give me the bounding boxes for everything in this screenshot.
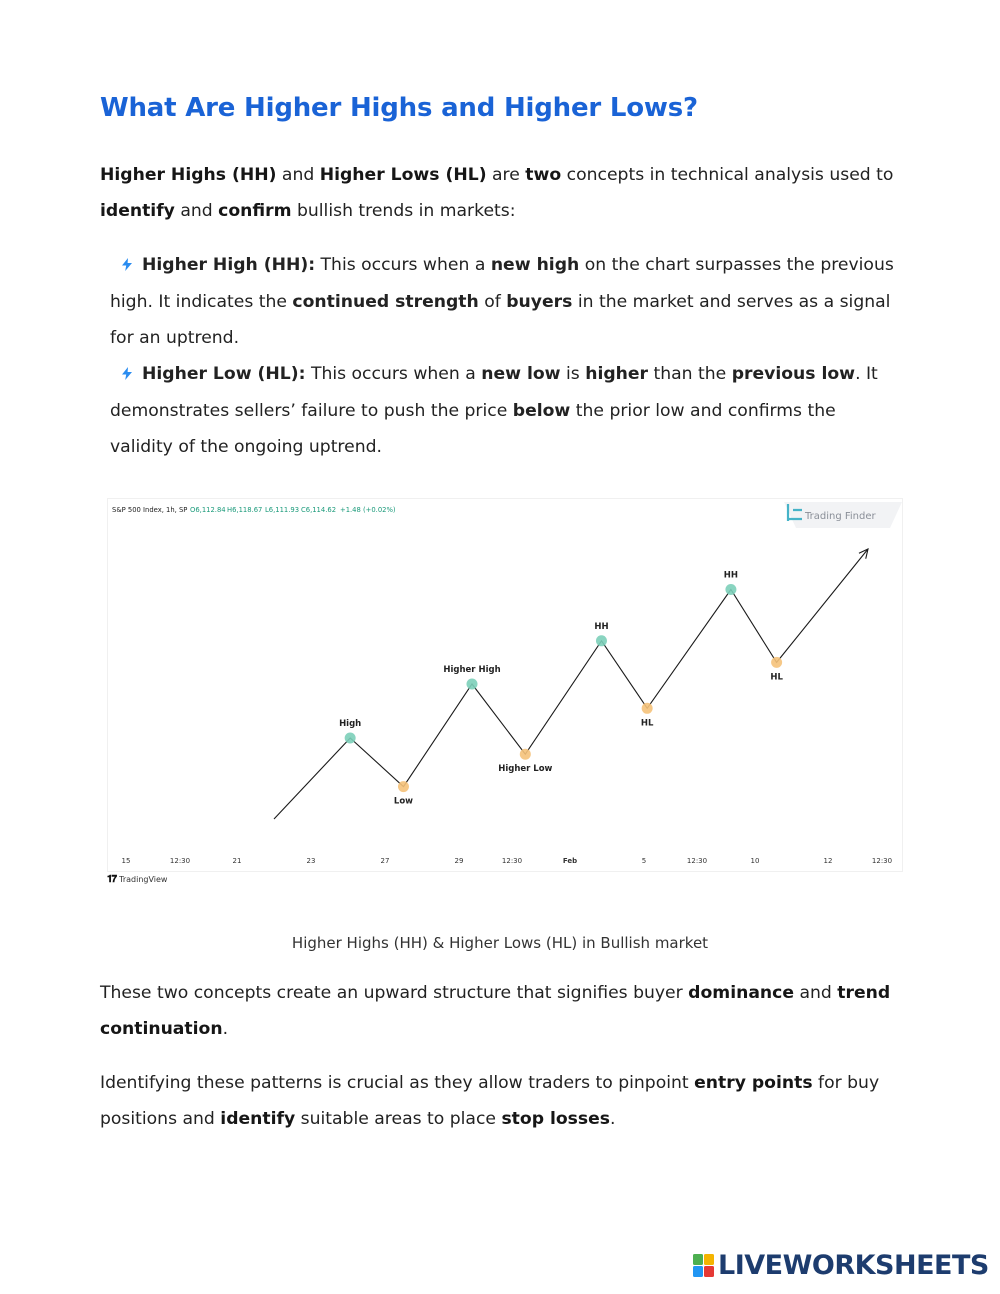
- x-tick-label: 12:30: [686, 857, 708, 865]
- swing-low-point: [398, 781, 409, 792]
- x-tick-label: 15: [121, 857, 131, 865]
- swing-label: HH: [723, 570, 739, 581]
- liveworksheets-wordmark: LIVEWORKSHEETS: [718, 1250, 989, 1281]
- swing-label: HL: [640, 718, 654, 729]
- swing-label: Low: [393, 796, 414, 807]
- chart-header-low: L6,111.93: [265, 506, 300, 514]
- plot-area: [274, 549, 868, 819]
- swing-label: High: [339, 719, 362, 729]
- swing-high-point: [345, 733, 356, 744]
- chart-header-open: O6,112.84: [190, 506, 226, 514]
- trading-finder-watermark: [784, 502, 902, 528]
- definition-list: [110, 247, 900, 465]
- liveworksheets-mark-icon: [693, 1254, 715, 1278]
- term-hh: Higher Highs (HH): [100, 165, 277, 185]
- lightning-bolt-icon: [122, 357, 136, 393]
- tradingview-label: TradingView: [119, 875, 168, 884]
- x-axis-ticks: [122, 857, 893, 865]
- x-tick-label: 10: [750, 857, 760, 865]
- chart-header-high: H6,118.67: [227, 506, 263, 514]
- page-title: What Are Higher Highs and Higher Lows?: [100, 93, 698, 123]
- tradingview-logo: [107, 874, 167, 885]
- chart-header-symbol: S&P 500 Index, 1h, SP: [112, 506, 188, 514]
- x-tick-label: 23: [306, 857, 316, 865]
- swing-low-point: [642, 703, 653, 714]
- chart-header-close: C6,114.62: [301, 506, 337, 514]
- trading-finder-label: Trading Finder: [805, 511, 876, 522]
- x-tick-label: 12:30: [169, 857, 191, 865]
- swing-label: HH: [594, 621, 609, 632]
- x-tick-label: 12:30: [501, 857, 523, 865]
- x-tick-label: 21: [232, 857, 242, 865]
- lightning-bolt-icon: [122, 248, 136, 284]
- swing-label: Higher High: [443, 665, 501, 675]
- paragraph: Identifying these patterns is crucial as they allow traders to pinpoint entry points for buy positions and identify suitable areas to place stop losses.: [100, 1073, 880, 1129]
- paragraph: These two concepts create an upward structure that signifies buyer dominance and trend continuation.: [100, 983, 891, 1039]
- swing-label: HL: [770, 672, 783, 683]
- swing-low-point: [771, 657, 782, 668]
- list-item: Higher Low (HL): This occurs when a new low is higher than the previous low. It demonstrates sellers’ failure to push the price below the prior low and confirms the validity of the ongoing uptrend.: [110, 356, 900, 465]
- swing-high-point: [467, 679, 478, 690]
- term-hl: Higher Lows (HL): [319, 165, 487, 185]
- x-tick-label: 29: [454, 857, 464, 865]
- figure-caption: Higher Highs (HH) & Higher Lows (HL) in Bullish market: [291, 934, 709, 952]
- swing-high-point: [596, 635, 607, 646]
- liveworksheets-logo: [693, 1250, 989, 1281]
- chart-svg: [108, 499, 902, 871]
- x-tick-label: 12: [823, 857, 833, 865]
- x-tick-label: 5: [641, 857, 647, 865]
- price-swing-line: [274, 549, 868, 819]
- x-tick-label: 12:30: [871, 857, 893, 865]
- chart-image: [107, 498, 903, 872]
- list-item: Higher High (HH): This occurs when a new high on the chart surpasses the previous high. It indicates the continued strength of buyers in the market and serves as a signal for an uptrend.: [110, 247, 900, 356]
- chart-header-change: +1.48 (+0.02%): [340, 506, 396, 514]
- x-tick-label: 27: [380, 857, 390, 865]
- tradingview-mark-icon: 𝟏𝟕: [107, 874, 117, 885]
- swing-label: Higher Low: [498, 764, 553, 775]
- intro-paragraph: Higher Highs (HH) and Higher Lows (HL) are two concepts in technical analysis used to identify and confirm bullish trends in markets:: [100, 165, 894, 221]
- swing-low-point: [520, 749, 531, 760]
- x-tick-label: Feb: [562, 857, 578, 865]
- swing-high-point: [725, 584, 736, 595]
